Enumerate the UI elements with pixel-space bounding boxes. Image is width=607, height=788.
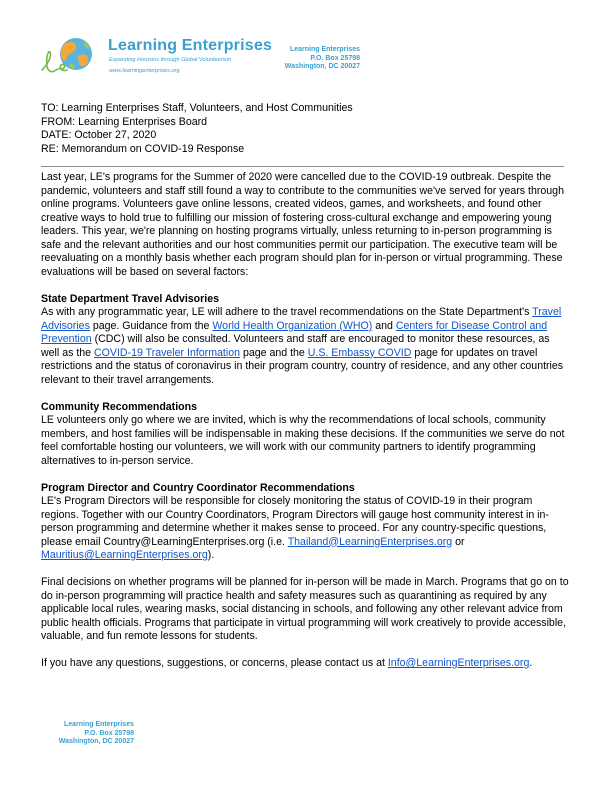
- memo-subject: RE: Memorandum on COVID-19 Response: [41, 142, 245, 155]
- mauritius-email-link[interactable]: Mauritius@LearningEnterprises.org: [41, 549, 208, 561]
- directors-paragraph: [41, 495, 569, 563]
- traveler-information-link[interactable]: COVID-19 Traveler Information: [94, 346, 241, 359]
- text-run: ).: [207, 549, 215, 561]
- text-run: LE's Program Directors will be responsible for closely monitoring the status of COVID-19 in their program regions. Together with our Country Coordinators, Program Directors will gauge host community interest in in-person programming and determine whether it makes sense to proceed. For any country-specific questions, please email Country@LearningEnterprises.org (i.e.: [41, 495, 549, 548]
- info-email-link[interactable]: Info@LearningEnterprises.org: [387, 657, 530, 669]
- section-heading-community: Community Recommendations: [41, 400, 197, 413]
- brand-name: Learning Enterprises: [108, 37, 273, 54]
- text-run: (CDC) will also be consulted. Volunteers and staff are encouraged to monitor these resources, as well as the: [41, 333, 550, 359]
- text-run: and: [372, 319, 396, 332]
- text-run: or: [452, 535, 465, 548]
- thailand-email-link[interactable]: Thailand@LearningEnterprises.org: [287, 535, 453, 548]
- text-run: page for updates on travel restrictions and the status of coronavirus in their program country, country of residence, and any other countries relevant to their travel arrangements.: [41, 346, 564, 386]
- travel-paragraph: [41, 306, 569, 387]
- brand-website: www.learningenterprises.org: [109, 68, 180, 74]
- travel-advisories-link[interactable]: Travel Advisories: [41, 306, 562, 332]
- address-line: P.O. Box 25798: [310, 54, 360, 62]
- header-address: [285, 46, 360, 72]
- memo-header: [41, 102, 353, 156]
- address-line: Washington, DC 20027: [284, 63, 360, 70]
- text-run: page. Guidance from the: [89, 319, 213, 332]
- embassy-covid-link[interactable]: U.S. Embassy COVID: [307, 346, 412, 359]
- text-run: As with any programmatic year, LE will adhere to the travel recommendations on the State Department's: [41, 306, 533, 318]
- cdc-link[interactable]: Centers for Disease Control and Prevention: [41, 319, 548, 345]
- address-line: Washington, DC 20027: [58, 738, 134, 745]
- brand-tagline: Expanding Horizons through Global Volunteerism: [109, 57, 232, 63]
- section-heading-travel: State Department Travel Advisories: [41, 292, 220, 305]
- community-paragraph: LE volunteers only go where we are invited, which is why the recommendations of local schools, community members, and host families will be indispensable in making these decisions. If the communities we serve do not feel comfortable hosting our volunteers, we will work with our community partners to identify programming alternatives to in-person service.: [41, 414, 565, 467]
- address-line: Learning Enterprises: [289, 46, 360, 53]
- address-line: P.O. Box 25798: [84, 729, 134, 737]
- who-link[interactable]: World Health Organization (WHO): [212, 319, 373, 332]
- intro-paragraph: Last year, LE's programs for the Summer of 2020 were cancelled due to the COVID-19 outbreak. Despite the pandemic, volunteers and staff still found a way to contribute to the communities we've served for years through online programs. Volunteers gave online lessons, created videos, games, and worksheets, and found other creative ways to hold true to fulfilling our mission of fostering cross-cultural exchange and empowering young leaders. This year, we're planning on hosting programs virtually, unless returning to in-person programming is safe and the relevant authorities and our host communities permit our participation. The executive team will be reevaluating on a monthly basis whether each program should plan for in-person or virtual programming. These evaluations will be based on several factors:: [41, 171, 564, 278]
- memo-from: FROM: Learning Enterprises Board: [41, 115, 208, 128]
- divider: [41, 166, 564, 167]
- text-run: If you have any questions, suggestions, or concerns, please contact us at: [41, 657, 388, 669]
- memo-body: [41, 171, 569, 684]
- memo-to: TO: Learning Enterprises Staff, Volunteers, and Host Communities: [41, 102, 353, 114]
- text-run: .: [529, 657, 533, 669]
- contact-paragraph: [41, 657, 569, 671]
- text-run: page and the: [240, 346, 308, 359]
- address-line: Learning Enterprises: [63, 721, 134, 728]
- memo-date: DATE: October 27, 2020: [41, 129, 157, 141]
- footer-address: [46, 721, 134, 747]
- final-paragraph: Final decisions on whether programs will be planned for in-person will be made in March. Programs that go on to do in-person programming will practice health and safety measures such as quarantining as required by any applicable local rules, wearing masks, social distancing in schools, and following any other relevant advice from public health officials. Programs that participate in virtual programming will work creatively to provide accessible, valuable, and fun remote lessons for students.: [41, 576, 569, 642]
- section-heading-directors: Program Director and Country Coordinator Recommendations: [41, 481, 355, 494]
